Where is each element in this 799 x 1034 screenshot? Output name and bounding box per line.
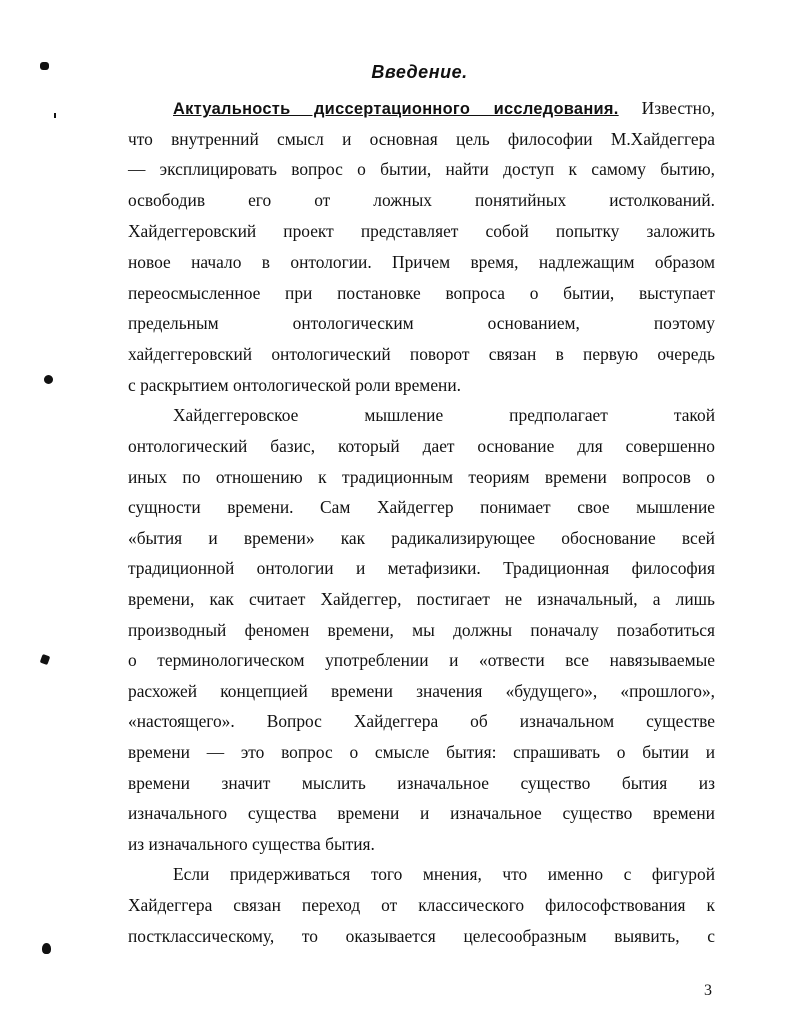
text-line: переосмысленное при постановке вопроса о бытии, выступает [128, 283, 715, 303]
text-line: новое начало в онтологии. Причем время, надлежащим образом [128, 252, 715, 272]
text-line: с раскрытием онтологической роли времени. [128, 375, 461, 395]
text-line: производный феномен времени, мы должны поначалу позаботиться [128, 620, 715, 640]
page-number: 3 [704, 982, 712, 999]
scan-speck [40, 654, 51, 665]
text-line: Хайдеггеровский проект представляет собой попытку заложить [128, 221, 715, 241]
text-line: «бытия и времени» как радикализирующее обоснование всей [128, 528, 715, 548]
text-line: расхожей концепцией времени значения «будущего», «прошлого», [128, 681, 715, 701]
text-line: постклассическому, то оказывается целесообразным выявить, с [128, 926, 715, 946]
text-line: времени значит мыслить изначальное существо бытия из [128, 773, 715, 793]
text-line: иных по отношению к традиционным теориям времени вопросов о [128, 467, 715, 487]
text-line: о терминологическом употреблении и «отвести все навязываемые [128, 650, 715, 670]
text-line: времени, как считает Хайдеггер, постигает не изначальный, а лишь [128, 589, 715, 609]
text-line: из изначального существа бытия. [128, 834, 375, 854]
text-line: изначального существа времени и изначальное существо времени [128, 803, 715, 823]
text-line: Известно, [618, 98, 715, 118]
scan-speck [44, 375, 53, 384]
section-heading: Актуальность диссертационного исследования. [173, 100, 619, 118]
scan-speck [42, 943, 51, 954]
text-line: предельным онтологическим основанием, поэтому [128, 313, 715, 333]
text-line: Хайдеггеровское мышление предполагает такой [173, 405, 715, 425]
text-line [173, 96, 715, 120]
text-line: что внутренний смысл и основная цель философии М.Хайдеггера [128, 129, 715, 149]
text-line: освободив его от ложных понятийных истолкований. [128, 190, 715, 210]
text-line: онтологический базис, который дает основание для совершенно [128, 436, 715, 456]
text-line: времени — это вопрос о смысле бытия: спрашивать о бытии и [128, 742, 715, 762]
text-line: — эксплицировать вопрос о бытии, найти доступ к самому бытию, [128, 159, 715, 179]
text-line: сущности времени. Сам Хайдеггер понимает свое мышление [128, 497, 715, 517]
text-line: хайдеггеровский онтологический поворот связан в первую очередь [128, 344, 715, 364]
text-line: «настоящего». Вопрос Хайдеггера об изначальном существе [128, 711, 715, 731]
scan-speck [54, 113, 56, 118]
text-line: Если придерживаться того мнения, что именно с фигурой [173, 864, 715, 884]
page-title: Введение. [371, 62, 468, 82]
text-line: традиционной онтологии и метафизики. Традиционная философия [128, 558, 715, 578]
text-line: Хайдеггера связан переход от классического философствования к [128, 895, 715, 915]
